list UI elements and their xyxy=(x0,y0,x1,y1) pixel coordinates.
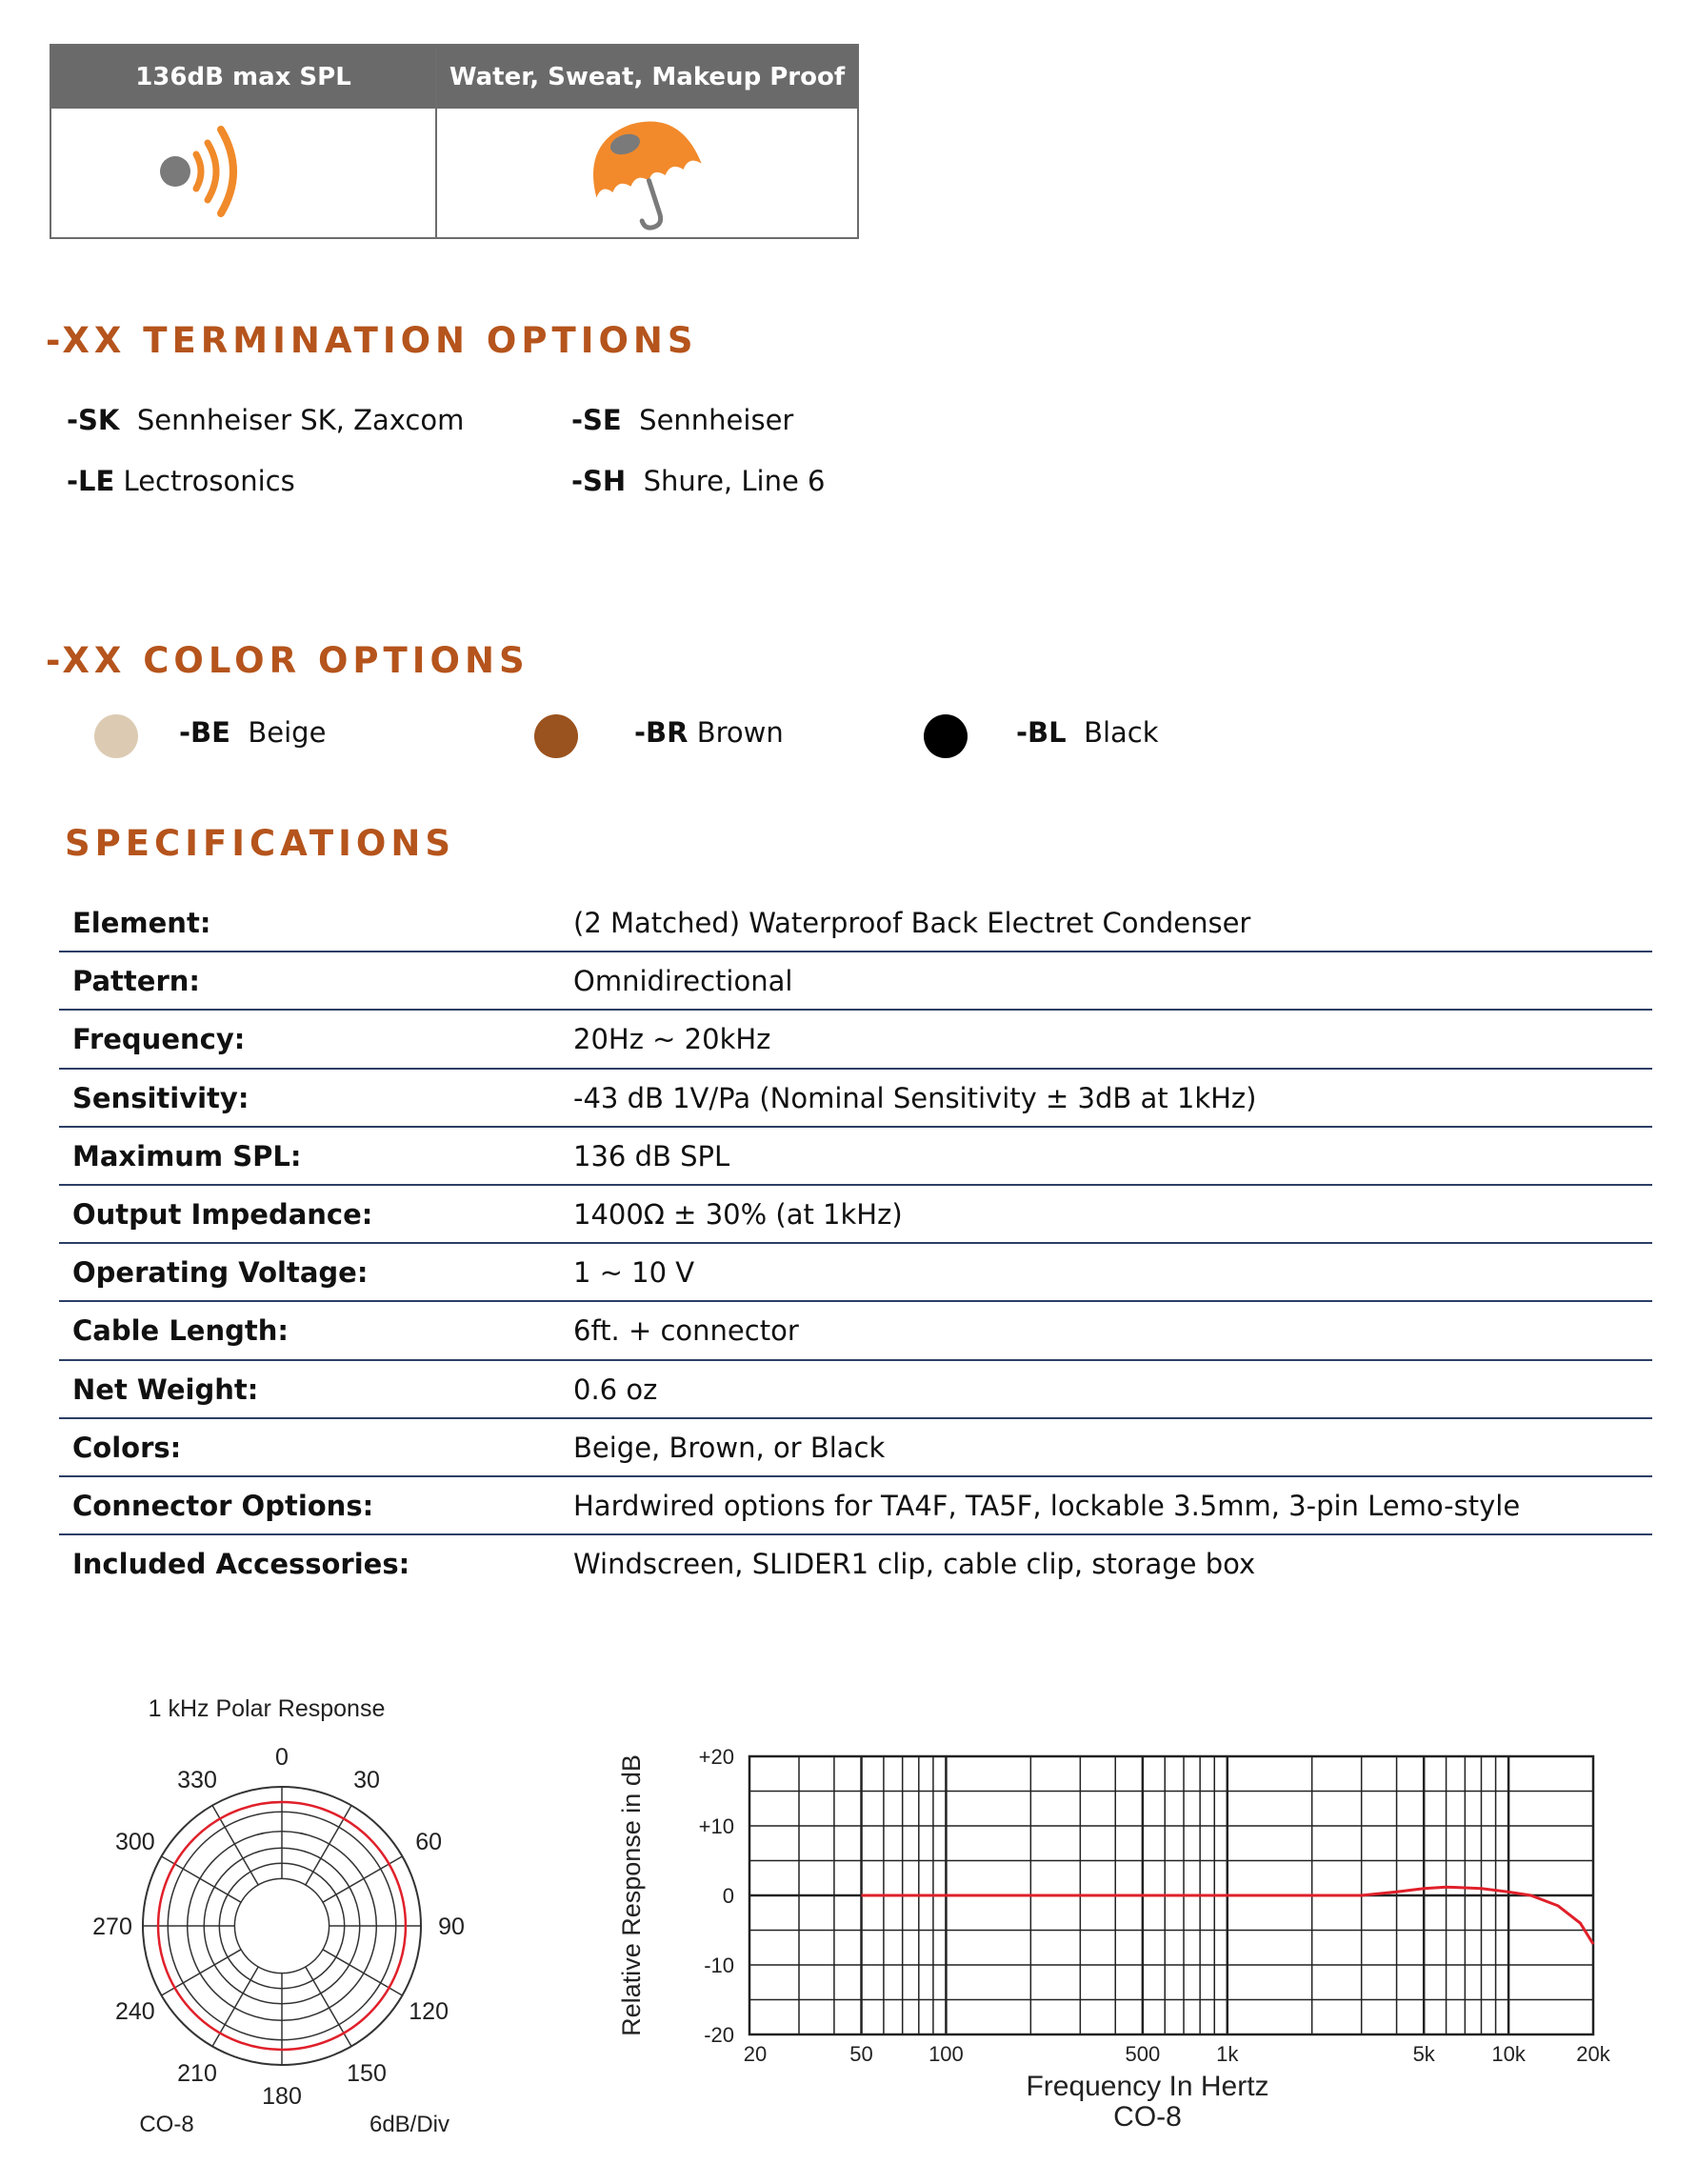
polar-angle-label: 300 xyxy=(114,1829,155,1855)
feature-cell-waterproof xyxy=(437,109,857,237)
option-label: Sennheiser SK, Zaxcom xyxy=(136,404,465,436)
spec-row xyxy=(59,1243,1652,1301)
option-label: Brown xyxy=(696,716,784,749)
sound-waves-icon xyxy=(51,109,435,237)
freq-x-tick-label: 10k xyxy=(1491,2042,1526,2066)
spec-value: 1 ~ 10 V xyxy=(573,1256,695,1290)
termination-option-sh xyxy=(571,465,825,497)
option-label: Lectrosonics xyxy=(123,465,295,497)
option-code: -SE xyxy=(571,404,622,436)
spec-row xyxy=(59,952,1652,1010)
spec-value: 20Hz ~ 20kHz xyxy=(573,1023,771,1056)
polar-spoke xyxy=(212,1967,258,2046)
polar-angle-label: 0 xyxy=(275,1744,289,1771)
polar-angle-label: 60 xyxy=(415,1829,443,1855)
spec-row xyxy=(59,1069,1652,1127)
polar-spoke xyxy=(212,1806,258,1885)
color-option-black xyxy=(1016,716,1159,749)
polar-angle-label: 240 xyxy=(114,1998,155,2025)
freq-y-tick-label: 0 xyxy=(722,1884,734,1908)
freq-x-tick-label: 100 xyxy=(928,2042,964,2066)
spec-value: 1400Ω ± 30% (at 1kHz) xyxy=(573,1198,903,1231)
specifications-title: SPECIFICATIONS xyxy=(65,823,455,864)
polar-scale-label: 6dB/Div xyxy=(369,2112,450,2137)
option-code: -LE xyxy=(67,465,115,497)
freq-y-axis-label: Relative Response in dB xyxy=(617,1754,646,2036)
feature-cell-spl xyxy=(51,109,435,237)
option-label: Shure, Line 6 xyxy=(643,465,826,497)
polar-ring xyxy=(234,1878,329,1973)
freq-grid xyxy=(699,1745,1611,2066)
termination-title: -XX TERMINATION OPTIONS xyxy=(46,320,698,361)
spec-row xyxy=(59,1010,1652,1068)
spec-value: Beige, Brown, or Black xyxy=(573,1431,886,1464)
termination-option-le xyxy=(67,465,295,497)
spec-row xyxy=(59,1534,1652,1593)
polar-angle-label: 270 xyxy=(92,1914,132,1940)
spec-value: 136 dB SPL xyxy=(573,1139,730,1172)
polar-angle-label: 30 xyxy=(353,1766,380,1793)
freq-x-tick-label: 50 xyxy=(849,2042,873,2066)
spec-label: Frequency: xyxy=(72,1023,246,1056)
spec-value: -43 dB 1V/Pa (Nominal Sensitivity ± 3dB at 1kHz) xyxy=(573,1081,1257,1114)
freq-x-tick-label: 20 xyxy=(743,2042,768,2066)
feature-table xyxy=(50,44,859,239)
polar-angle-label: 120 xyxy=(409,1998,449,2025)
freq-x-tick-label: 20k xyxy=(1576,2042,1610,2066)
polar-angle-label: 90 xyxy=(438,1914,465,1940)
spec-row xyxy=(59,1127,1652,1185)
polar-title: 1 kHz Polar Response xyxy=(148,1695,386,1722)
spec-label: Connector Options: xyxy=(72,1490,374,1522)
spec-value: Windscreen, SLIDER1 clip, cable clip, storage box xyxy=(573,1548,1256,1581)
spec-label: Operating Voltage: xyxy=(72,1256,369,1290)
polar-spoke xyxy=(306,1967,351,2046)
freq-y-tick-label: -10 xyxy=(704,1954,734,1977)
spec-value: 0.6 oz xyxy=(573,1373,658,1406)
freq-x-tick-label: 500 xyxy=(1125,2042,1161,2066)
freq-x-axis-label: Frequency In Hertz xyxy=(1026,2071,1269,2102)
polar-angle-label: 330 xyxy=(177,1766,217,1793)
spec-label: Pattern: xyxy=(72,965,200,998)
polar-model-label: CO-8 xyxy=(139,2112,194,2137)
feature-header-spl: 136dB max SPL xyxy=(51,46,435,109)
polar-response-chart xyxy=(76,1676,495,2153)
freq-y-tick-label: +10 xyxy=(698,1814,734,1838)
spec-label: Element: xyxy=(72,907,211,939)
spec-label: Output Impedance: xyxy=(72,1198,373,1231)
polar-spoke xyxy=(323,1856,402,1902)
freq-x-tick-label: 5k xyxy=(1412,2042,1435,2066)
termination-option-se xyxy=(571,404,793,436)
termination-option-sk xyxy=(67,404,464,436)
polar-angle-label: 180 xyxy=(262,2083,302,2110)
feature-header-waterproof: Water, Sweat, Makeup Proof xyxy=(437,46,857,109)
spec-value: 6ft. + connector xyxy=(573,1314,799,1348)
spec-label: Net Weight: xyxy=(72,1373,259,1406)
option-code: -BE xyxy=(179,716,230,749)
spec-row xyxy=(59,1301,1652,1359)
freq-y-tick-label: +20 xyxy=(698,1745,734,1769)
option-label: Sennheiser xyxy=(639,404,794,436)
spec-row xyxy=(59,893,1652,952)
option-code: -SH xyxy=(571,465,627,497)
spec-label: Cable Length: xyxy=(72,1314,289,1348)
spec-label: Sensitivity: xyxy=(72,1081,250,1114)
freq-y-tick-label: -20 xyxy=(704,2023,734,2047)
swatch-brown xyxy=(534,714,578,758)
swatch-black xyxy=(924,714,968,758)
frequency-response-chart xyxy=(600,1714,1628,2153)
polar-spoke xyxy=(306,1806,351,1885)
polar-grid xyxy=(92,1744,465,2110)
option-label: Black xyxy=(1084,716,1159,749)
freq-x-tick-label: 1k xyxy=(1216,2042,1239,2066)
polar-spoke xyxy=(323,1950,402,1995)
spec-row xyxy=(59,1185,1652,1243)
polar-spoke xyxy=(162,1856,241,1902)
spec-value: Hardwired options for TA4F, TA5F, lockable 3.5mm, 3-pin Lemo-style xyxy=(573,1490,1521,1522)
spec-value: (2 Matched) Waterproof Back Electret Condenser xyxy=(573,907,1251,939)
color-options-title: -XX COLOR OPTIONS xyxy=(46,640,529,681)
color-option-beige xyxy=(179,716,326,749)
polar-spoke xyxy=(162,1950,241,1995)
swatch-beige xyxy=(94,714,138,758)
spec-label: Maximum SPL: xyxy=(72,1139,302,1172)
option-label: Beige xyxy=(248,716,327,749)
spec-row xyxy=(59,1476,1652,1534)
polar-angle-label: 150 xyxy=(347,2060,387,2088)
polar-angle-label: 210 xyxy=(177,2060,217,2088)
spec-row xyxy=(59,1360,1652,1418)
option-code: -SK xyxy=(67,404,120,436)
spec-row xyxy=(59,1418,1652,1476)
option-code: -BL xyxy=(1016,716,1067,749)
umbrella-icon xyxy=(437,109,857,237)
spec-value: Omnidirectional xyxy=(573,965,793,998)
option-code: -BR xyxy=(634,716,689,749)
polar-ring xyxy=(219,1863,344,1988)
color-option-brown xyxy=(634,716,784,749)
spec-label: Colors: xyxy=(72,1431,182,1464)
freq-model-label: CO-8 xyxy=(1113,2101,1182,2133)
spec-label: Included Accessories: xyxy=(72,1548,410,1581)
